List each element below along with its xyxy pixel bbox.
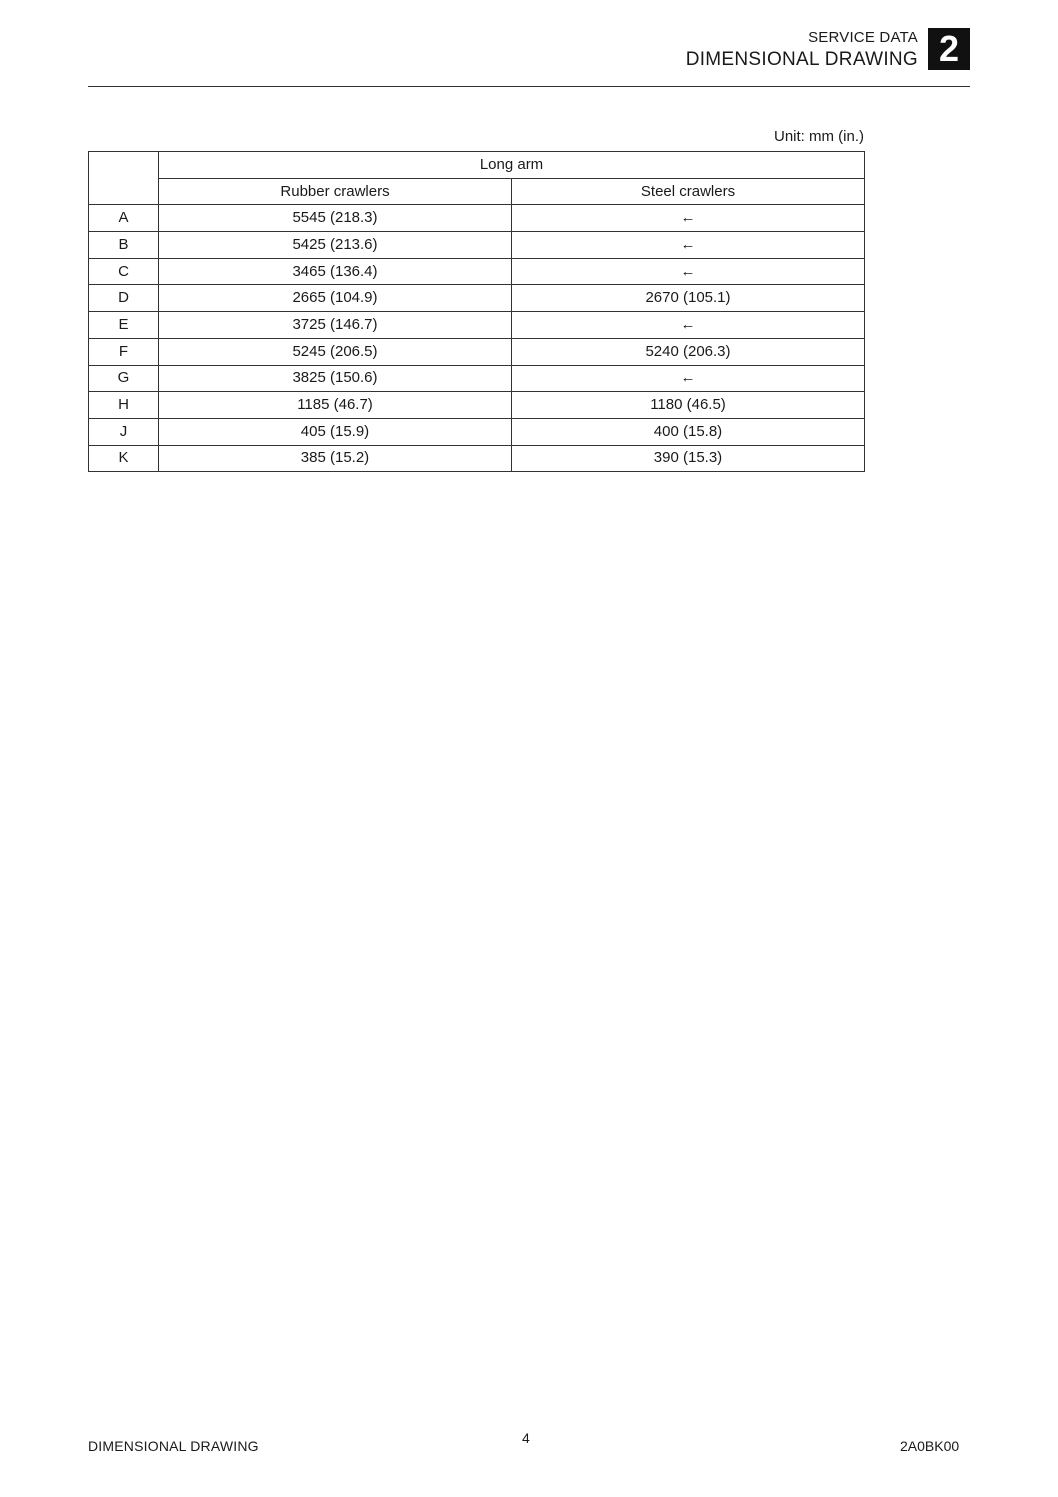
chapter-title: DIMENSIONAL DRAWING bbox=[685, 49, 918, 70]
unit-note: Unit: mm (in.) bbox=[774, 128, 864, 145]
steel-value-cell: 2670 (105.1) bbox=[512, 285, 865, 312]
rubber-value-cell: 385 (15.2) bbox=[159, 445, 512, 472]
row-label-cell: E bbox=[89, 312, 159, 339]
rubber-value-cell: 5245 (206.5) bbox=[159, 338, 512, 365]
rubber-value-cell: 1185 (46.7) bbox=[159, 392, 512, 419]
table-subheader-row bbox=[89, 178, 865, 205]
row-label-cell: D bbox=[89, 285, 159, 312]
rubber-value-cell: 5425 (213.6) bbox=[159, 232, 512, 259]
steel-value-cell: 1180 (46.5) bbox=[512, 392, 865, 419]
column-header-steel: Steel crawlers bbox=[512, 178, 865, 205]
corner-cell bbox=[89, 152, 159, 205]
table-row bbox=[89, 392, 865, 419]
table-row bbox=[89, 232, 865, 259]
row-label-cell: F bbox=[89, 338, 159, 365]
row-label-cell: B bbox=[89, 232, 159, 259]
row-label-cell: A bbox=[89, 205, 159, 232]
steel-value-cell: ← bbox=[512, 365, 865, 392]
chapter-number-badge: 2 bbox=[928, 28, 970, 70]
rubber-value-cell: 405 (15.9) bbox=[159, 418, 512, 445]
document-code: 2A0BK00 bbox=[900, 1438, 960, 1454]
table-row bbox=[89, 338, 865, 365]
table-row bbox=[89, 258, 865, 285]
dimensions-table-body bbox=[89, 152, 865, 472]
steel-value-cell: ← bbox=[512, 258, 865, 285]
row-label-cell: K bbox=[89, 445, 159, 472]
row-label-cell: J bbox=[89, 418, 159, 445]
steel-value-cell: 5240 (206.3) bbox=[512, 338, 865, 365]
steel-value-cell: ← bbox=[512, 232, 865, 259]
rubber-value-cell: 3725 (146.7) bbox=[159, 312, 512, 339]
group-header-cell: Long arm bbox=[159, 152, 865, 179]
table-row bbox=[89, 285, 865, 312]
steel-value-cell: ← bbox=[512, 312, 865, 339]
header-text bbox=[686, 28, 918, 72]
table-row bbox=[89, 365, 865, 392]
footer-section-name: DIMENSIONAL DRAWING bbox=[88, 1438, 259, 1454]
table-row bbox=[89, 445, 865, 472]
table-header-row bbox=[89, 152, 865, 179]
table-row bbox=[89, 418, 865, 445]
steel-value-cell: ← bbox=[512, 205, 865, 232]
steel-value-cell: 400 (15.8) bbox=[512, 418, 865, 445]
column-header-rubber: Rubber crawlers bbox=[159, 178, 512, 205]
section-label: SERVICE DATA bbox=[808, 29, 918, 46]
rubber-value-cell: 2665 (104.9) bbox=[159, 285, 512, 312]
steel-value-cell: 390 (15.3) bbox=[512, 445, 865, 472]
page-header bbox=[88, 26, 970, 87]
row-label-cell: H bbox=[89, 392, 159, 419]
page-number: 4 bbox=[522, 1430, 530, 1446]
table-row bbox=[89, 205, 865, 232]
table-row bbox=[89, 312, 865, 339]
dimensions-table bbox=[88, 151, 865, 472]
rubber-value-cell: 3465 (136.4) bbox=[159, 258, 512, 285]
rubber-value-cell: 3825 (150.6) bbox=[159, 365, 512, 392]
rubber-value-cell: 5545 (218.3) bbox=[159, 205, 512, 232]
row-label-cell: C bbox=[89, 258, 159, 285]
row-label-cell: G bbox=[89, 365, 159, 392]
